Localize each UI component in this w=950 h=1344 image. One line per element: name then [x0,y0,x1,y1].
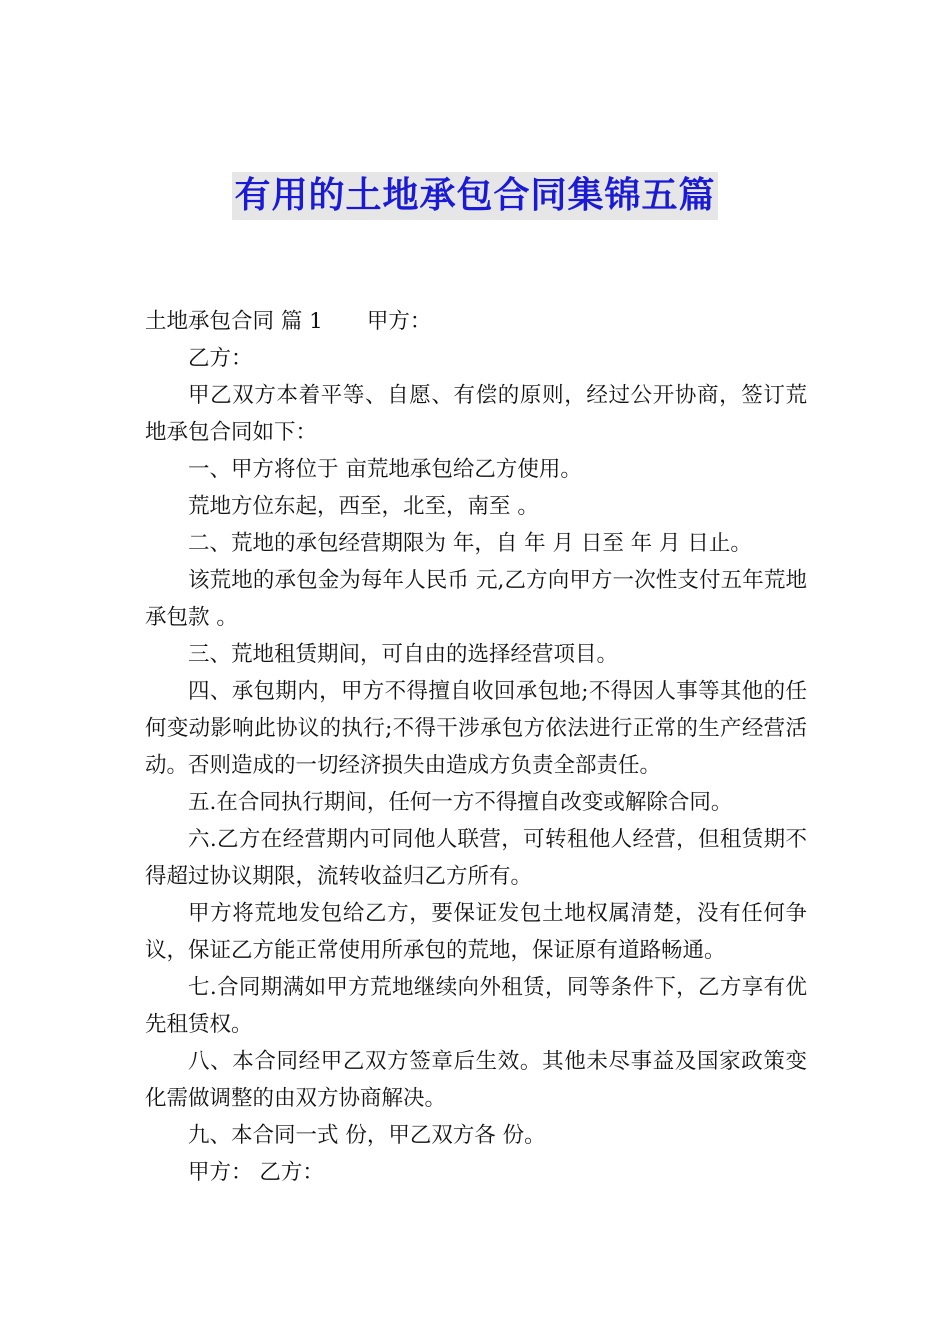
document-title: 有用的土地承包合同集锦五篇 [232,172,717,220]
paragraph-clause-7: 七.合同期满如甲方荒地继续向外租赁，同等条件下，乙方享有优先租赁权。 [145,975,807,1037]
party-a-label: 甲方： [366,309,432,334]
document-body [145,303,807,1191]
paragraph-clause-5: 五.在合同执行期间，任何一方不得擅自改变或解除合同。 [188,790,733,815]
paragraph-clause-3: 三、荒地租赁期间，可自由的选择经营项目。 [188,642,619,667]
paragraph-clause-8: 八、本合同经甲乙双方签章后生效。其他未尽事益及国家政策变化需做调整的由双方协商解决。 [145,1049,807,1111]
paragraph-clause-4: 四、承包期内，甲方不得擅自收回承包地;不得因人事等其他的任何变动影响此协议的执行;不得干涉承包方依法进行正常的生产经营活动。否则造成的一切经济损失由造成方负责全部责任。 [145,679,807,778]
paragraph-preamble: 甲乙双方本着平等、自愿、有偿的原则，经过公开协商，签订荒地承包合同如下： [145,383,807,445]
paragraph-party-b: 乙方： [188,346,253,371]
paragraph-boundaries: 荒地方位东起，西至，北至，南至 。 [188,494,539,519]
paragraph-clause-1: 一、甲方将位于 亩荒地承包给乙方使用。 [188,457,582,482]
paragraph-payment: 该荒地的承包金为每年人民币 元,乙方向甲方一次性支付五年荒地承包款 。 [145,568,807,630]
paragraph-party-a-duty: 甲方将荒地发包给乙方，要保证发包土地权属清楚，没有任何争议，保证乙方能正常使用所承包的荒地，保证原有道路畅通。 [145,901,807,963]
paragraph-clause-9: 九、本合同一式 份，甲乙双方各 份。 [188,1123,546,1148]
title-container [0,172,950,220]
paragraph-signatures: 甲方： 乙方： [188,1160,324,1185]
section-label: 土地承包合同 篇 1 [145,309,323,334]
paragraph-clause-2: 二、荒地的承包经营期限为 年，自 年 月 日至 年 月 日止。 [188,531,752,556]
paragraph-clause-6: 六.乙方在经营期内可同他人联营，可转租他人经营，但租赁期不得超过协议期限，流转收益归乙方所有。 [145,827,807,889]
heading-line [145,303,807,340]
